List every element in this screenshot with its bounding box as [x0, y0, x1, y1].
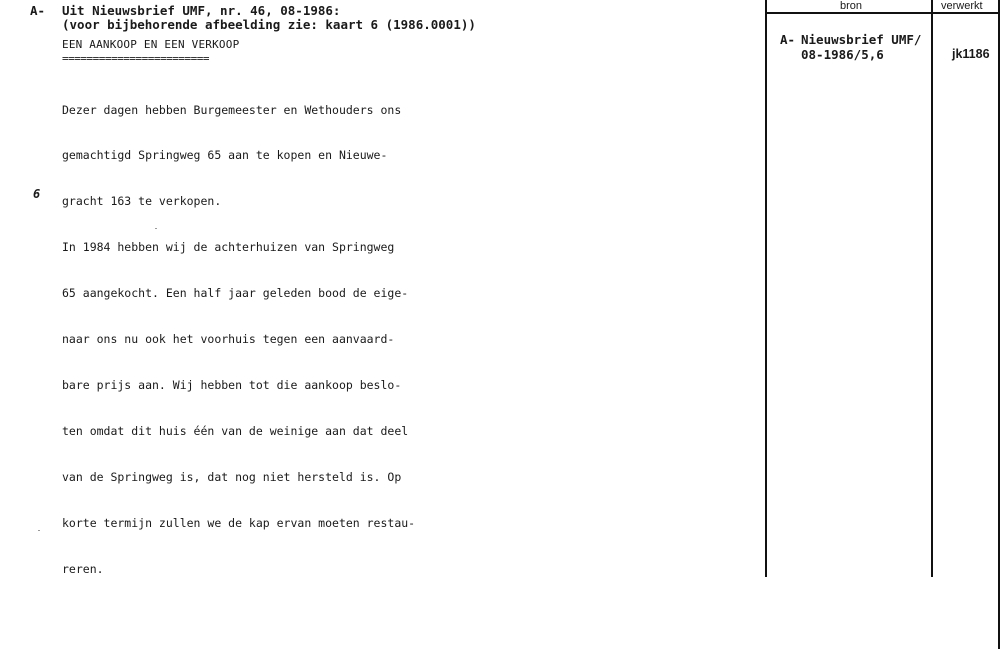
verwerkt-code: jk1186 [952, 47, 990, 61]
body-line: 65 aangekocht. Een half jaar geleden bood de eige- [62, 286, 409, 301]
scan-speck [155, 228, 157, 229]
table-divider-middle [931, 0, 933, 577]
body-line: korte termijn zullen we de kap ervan moeten restau- [62, 515, 416, 530]
margin-annotation: 6 [33, 187, 41, 201]
body-line: In 1984 hebben wij de achterhuizen van Springweg [62, 240, 395, 255]
body-line: gemachtigd Springweg 65 aan te kopen en Nieuwe- [62, 148, 388, 163]
body-line: naar ons nu ook het voorhuis tegen een aanvaard- [62, 332, 395, 347]
table-header-rule [765, 12, 1000, 14]
table-divider-left [765, 0, 767, 577]
image-reference: (voor bijbehorende afbeelding zie: kaart 6 (1986.0001)) [62, 17, 476, 32]
body-line: ten omdat dit huis één van de weinige aan dat deel [62, 423, 409, 438]
column-header-verwerkt: verwerkt [941, 0, 983, 12]
bron-source: Nieuwsbrief UMF/ [801, 32, 922, 47]
body-line: reren. [62, 561, 104, 576]
title-underline: ======================== [62, 52, 209, 65]
article-title: EEN AANKOOP EN EEN VERKOOP [62, 38, 240, 51]
body-line: Dezer dagen hebben Burgemeester en Wethouders ons [62, 102, 402, 117]
column-header-bron: bron [840, 0, 863, 12]
scan-speck [38, 530, 40, 531]
body-line: bare prijs aan. Wij hebben tot die aankoop beslo- [62, 377, 402, 392]
source-heading: Uit Nieuwsbrief UMF, nr. 46, 08-1986: [62, 3, 341, 18]
body-line: van de Springweg is, dat nog niet hersteld is. Op [62, 469, 402, 484]
article-body [62, 72, 415, 592]
body-line: gracht 163 te verkopen. [62, 194, 222, 209]
entry-prefix: A- [30, 3, 46, 18]
bron-prefix: A- [780, 32, 796, 47]
bron-date-page: 08-1986/5,6 [801, 47, 884, 62]
